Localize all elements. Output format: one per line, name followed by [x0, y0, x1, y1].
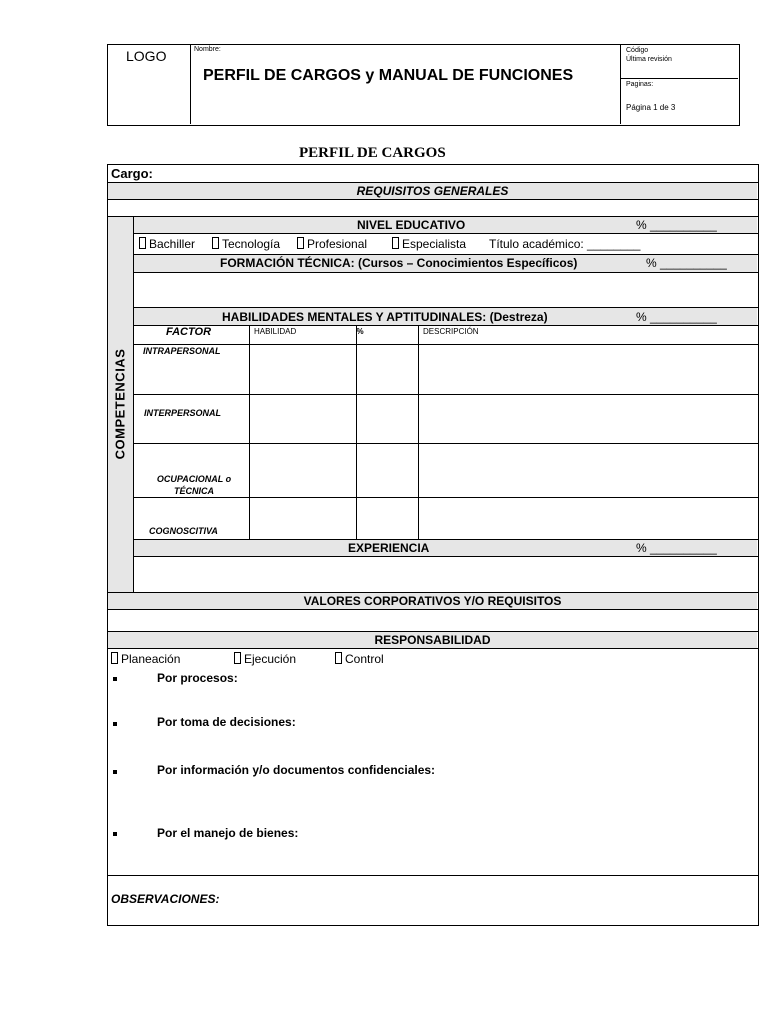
row-line [133, 497, 758, 498]
nivel-option-profesional[interactable]: Profesional [297, 237, 367, 251]
doc-title: PERFIL DE CARGOS [299, 145, 446, 161]
bullet-icon [113, 722, 117, 726]
nivel-educativo-heading: NIVEL EDUCATIVO [357, 218, 466, 232]
codigo-label: Código [626, 47, 649, 54]
bullet-icon [113, 832, 117, 836]
header-divider-meta [620, 44, 621, 124]
row-line [133, 394, 758, 395]
experiencia-percent: % __________ [636, 541, 717, 555]
checkbox-icon[interactable] [234, 652, 241, 664]
checkbox-icon[interactable] [111, 652, 118, 664]
factor-cognoscitiva: COGNOSCITIVA [149, 526, 218, 536]
observaciones-label: OBSERVACIONES: [111, 892, 220, 906]
col-divider [418, 325, 419, 539]
checkbox-icon[interactable] [212, 237, 219, 249]
nivel-option-tecnologia[interactable]: Tecnología [212, 237, 280, 251]
col-habilidad: HABILIDAD [254, 327, 297, 336]
row-line [133, 272, 758, 273]
pagina-number: Página 1 de 3 [626, 103, 676, 112]
valores-heading: VALORES CORPORATIVOS Y/O REQUISITOS [303, 594, 562, 608]
factor-ocupacional: OCUPACIONAL o TÉCNICA [156, 474, 232, 496]
experiencia-heading: EXPERIENCIA [348, 541, 430, 555]
row-line [107, 648, 758, 649]
row-line [133, 344, 758, 345]
row-line [107, 875, 758, 876]
logo-placeholder: LOGO [126, 48, 167, 64]
competencias-label: COMPETENCIAS [112, 348, 128, 460]
paginas-label: Paginas: [626, 81, 654, 88]
requisitos-generales-heading: REQUISITOS GENERALES [356, 184, 509, 198]
checkbox-icon[interactable] [297, 237, 304, 249]
habilidades-percent: % __________ [636, 310, 717, 324]
row-line [107, 199, 758, 200]
formacion-heading: FORMACIÓN TÉCNICA: (Cursos – Conocimientos Específicos) [220, 256, 578, 270]
nivel-option-especialista[interactable]: Especialista [392, 237, 466, 251]
resp-item-bienes: Por el manejo de bienes: [157, 826, 299, 840]
bullet-icon [113, 677, 117, 681]
resp-option-control[interactable]: Control [335, 652, 384, 666]
resp-option-ejecucion[interactable]: Ejecución [234, 652, 296, 666]
col-descripcion: DESCRIPCIÓN [423, 327, 479, 336]
header-meta-divider [620, 78, 738, 79]
bullet-icon [113, 770, 117, 774]
col-divider [356, 325, 357, 539]
row-line [107, 609, 758, 610]
checkbox-icon[interactable] [139, 237, 146, 249]
cargo-label: Cargo: [111, 166, 153, 181]
resp-item-procesos: Por procesos: [157, 671, 238, 685]
formacion-percent: % __________ [646, 256, 727, 270]
header-title: PERFIL DE CARGOS y MANUAL DE FUNCIONES [203, 67, 574, 84]
resp-item-informacion: Por información y/o documentos confidenciales: [157, 763, 436, 777]
col-factor: FACTOR [166, 326, 212, 338]
col-divider [249, 325, 250, 539]
row-line [133, 556, 758, 557]
titulo-academico: Título académico: ________ [489, 237, 641, 251]
resp-option-planeacion[interactable]: Planeación [111, 652, 180, 666]
responsabilidad-heading: RESPONSABILIDAD [374, 633, 491, 647]
header-divider-logo [190, 44, 191, 124]
checkbox-icon[interactable] [335, 652, 342, 664]
resp-item-decisiones: Por toma de decisiones: [157, 715, 296, 729]
factor-intrapersonal: INTRAPERSONAL [143, 346, 221, 356]
nombre-label: Nombre: [194, 46, 221, 53]
factor-interpersonal: INTERPERSONAL [144, 408, 222, 418]
row-line [133, 233, 758, 234]
nivel-option-bachiller[interactable]: Bachiller [139, 237, 195, 251]
row-line [133, 443, 758, 444]
nivel-percent: % __________ [636, 218, 717, 232]
checkbox-icon[interactable] [392, 237, 399, 249]
ultima-revision-label: Última revisión [626, 56, 672, 63]
row-line [133, 325, 758, 326]
col-percent: % [356, 327, 364, 336]
habilidades-heading: HABILIDADES MENTALES Y APTITUDINALES: (Destreza) [222, 310, 548, 324]
